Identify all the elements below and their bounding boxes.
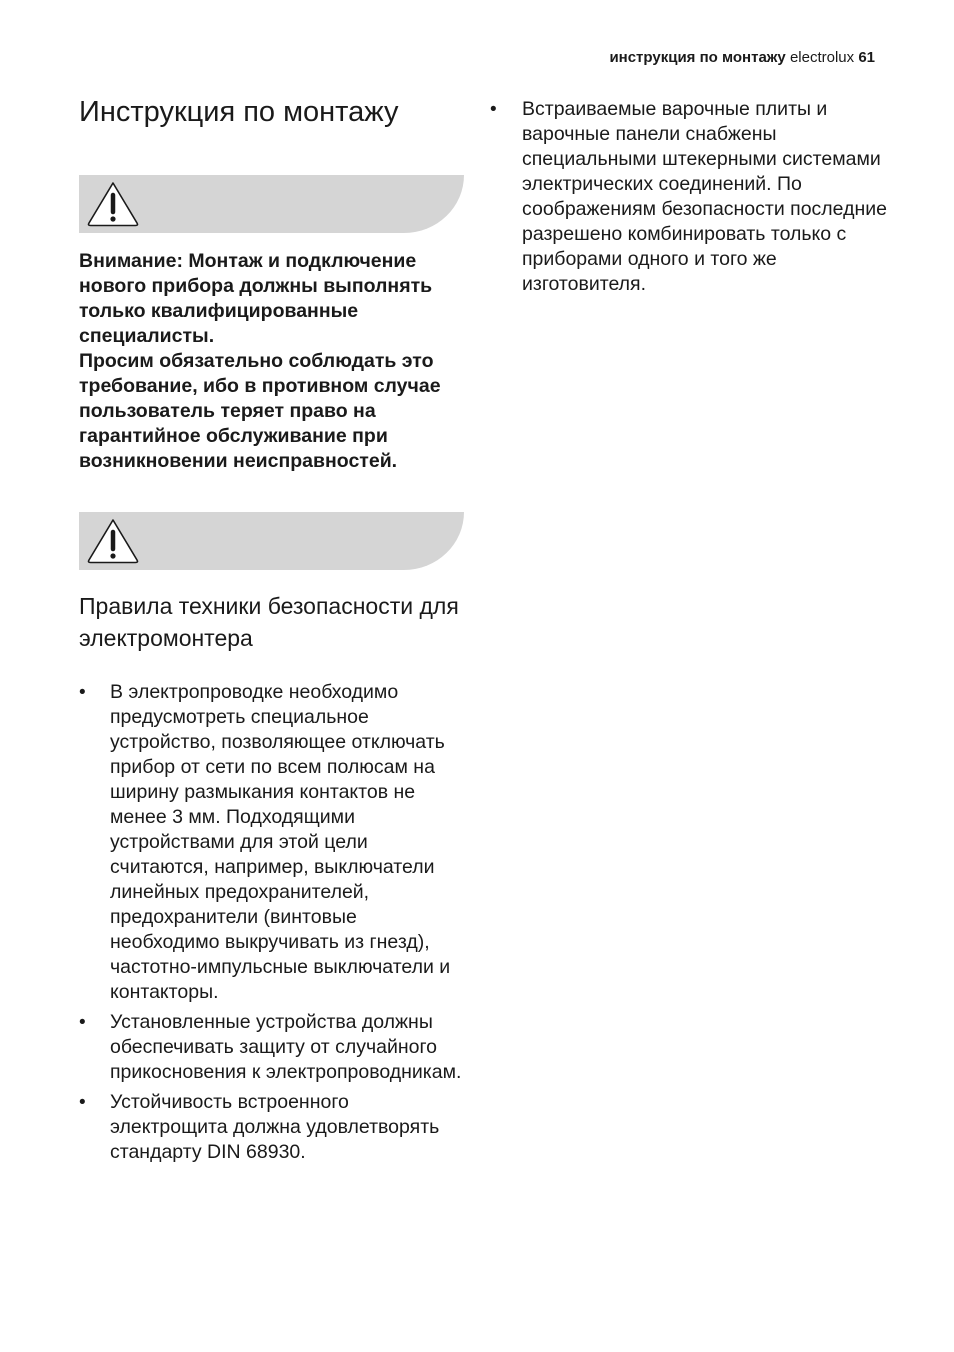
list-item xyxy=(79,680,469,1005)
bullet-icon: • xyxy=(79,682,86,703)
list-item-text: Встраиваемые варочные плиты и варочные панели снабжены специальными штекерными системами электрических соединений. По соображениям безопасности последние разрешено комбинировать только с приборами одного и того же изготовителя. xyxy=(522,98,887,295)
list-item xyxy=(79,1010,469,1085)
warning-paragraph: Просим обязательно соблюдать это требование, ибо в противном случае пользователь теряет право на гарантийное обслуживание при возникновении неисправностей. xyxy=(79,350,441,472)
warning-triangle-icon xyxy=(84,179,142,229)
header-section-title: инструкция по монтажу xyxy=(609,49,786,66)
compatibility-list xyxy=(490,97,890,297)
left-column xyxy=(79,92,469,1170)
header-brand: electrolux xyxy=(789,49,855,66)
page-number: 61 xyxy=(858,49,875,66)
warning-text xyxy=(79,249,469,474)
bullet-icon: • xyxy=(490,99,497,120)
safety-rules-list xyxy=(79,680,469,1165)
section-subtitle: Правила техники безопасности для электромонтера xyxy=(79,593,459,651)
bullet-icon: • xyxy=(79,1012,86,1033)
warning-triangle-icon xyxy=(84,516,142,566)
page-header xyxy=(609,48,875,68)
list-item-text: Установленные устройства должны обеспечивать защиту от случайного прикосновения к электропроводникам. xyxy=(110,1011,462,1083)
list-item-text: Устойчивость встроенного электрощита должна удовлетворять стандарту DIN 68930. xyxy=(110,1091,440,1163)
list-item xyxy=(79,1090,469,1165)
page-title: Инструкция по монтажу xyxy=(79,96,399,128)
bullet-icon: • xyxy=(79,1092,86,1113)
warning-paragraph: Внимание: Монтаж и подключение нового прибора должны выполнять только квалифицированные специалисты. xyxy=(79,250,433,347)
warning-banner xyxy=(79,512,464,570)
warning-banner xyxy=(79,175,464,233)
list-item-text: В электропроводке необходимо предусмотреть специальное устройство, позволяющее отключать прибор от сети по всем полюсам на ширину размыкания контактов не менее 3 мм. Подходящими устройствами для этой цели считаются, например, выключатели линейных предохранителей, предохранители (винтовые необходимо выкручивать из гнезд), частотно-импульсные выключатели и контакторы. xyxy=(110,681,451,1003)
right-column xyxy=(490,97,890,297)
list-item xyxy=(490,97,890,297)
